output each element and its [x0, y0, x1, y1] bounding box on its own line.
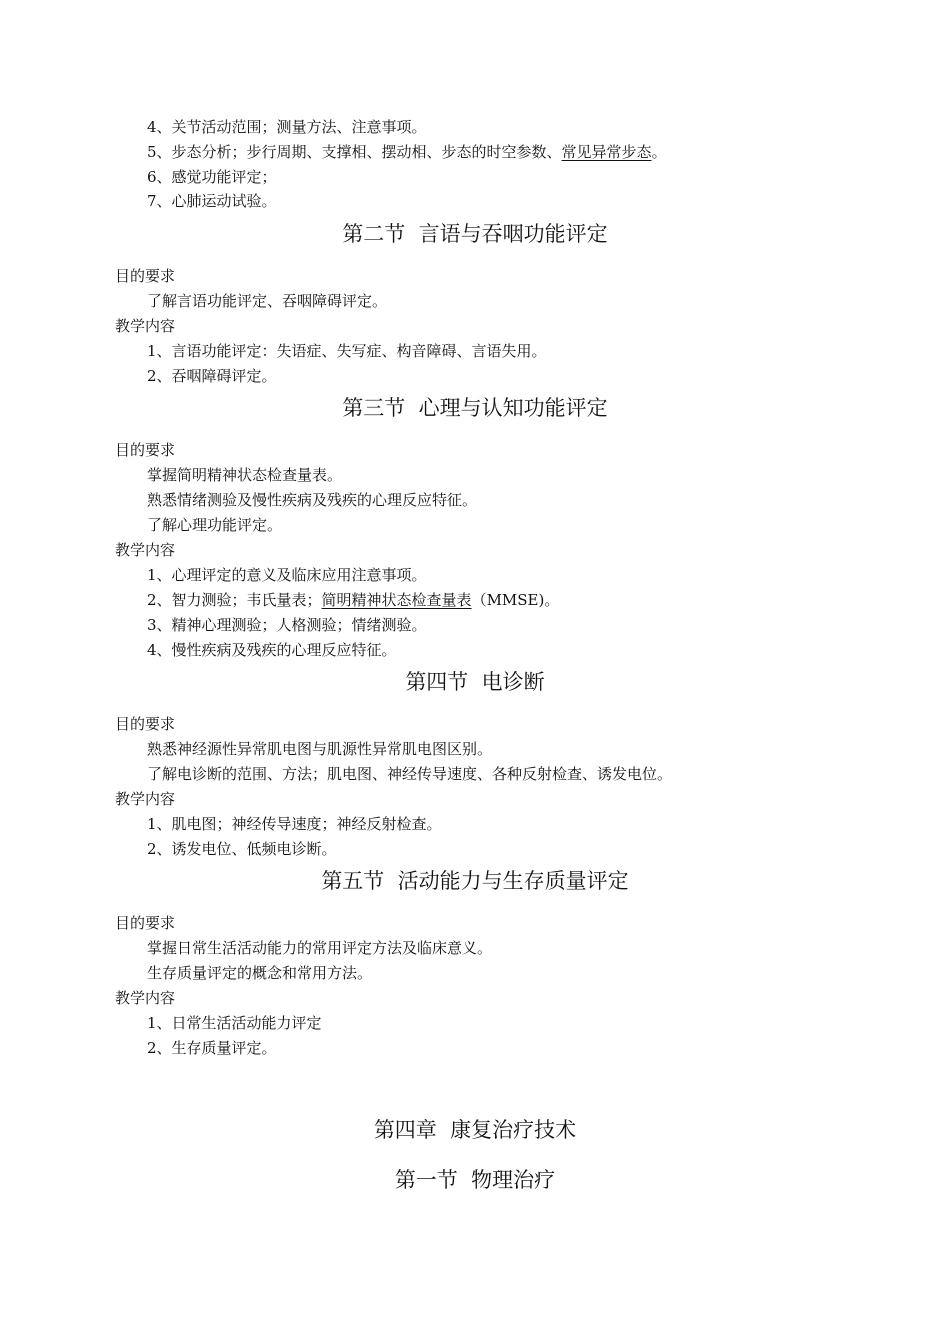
label-goals: 目的要求	[115, 715, 176, 733]
chapter-title: 第四章 康复治疗技术	[373, 1118, 577, 1142]
label-contents: 教学内容	[115, 541, 176, 559]
label-contents: 教学内容	[115, 317, 176, 335]
list-item	[147, 142, 667, 162]
text-span: 5、步态分析；步行周期、支撑相、摆动相、步态的时空参数、	[147, 143, 562, 161]
text-span: （MMSE)。	[471, 591, 560, 609]
goal-item: 熟悉情绪测验及慢性疾病及残疾的心理反应特征。	[147, 491, 478, 509]
label-goals: 目的要求	[115, 267, 176, 285]
underlined-text: 常见异常步态	[561, 143, 652, 161]
text-span: 2、智力测验；韦氏量表；	[147, 591, 322, 609]
content-item: 1、日常生活活动能力评定	[147, 1014, 322, 1032]
content-item: 2、诱发电位、低频电诊断。	[147, 840, 337, 858]
section-title: 第一节 物理治疗	[394, 1168, 556, 1192]
section-title: 第三节 心理与认知功能评定	[342, 396, 608, 420]
label-goals: 目的要求	[115, 441, 176, 459]
content-item: 2、吞咽障碍评定。	[147, 367, 277, 385]
list-item: 7、心肺运动试验。	[147, 192, 277, 210]
text-span: 。	[651, 143, 667, 161]
underlined-text: 简明精神状态检查量表	[321, 591, 472, 609]
section-title: 第五节 活动能力与生存质量评定	[321, 869, 629, 893]
label-contents: 教学内容	[115, 989, 176, 1007]
content-item: 1、心理评定的意义及临床应用注意事项。	[147, 566, 427, 584]
content-item: 4、慢性疾病及残疾的心理反应特征。	[147, 641, 397, 659]
content-item: 2、生存质量评定。	[147, 1039, 277, 1057]
label-goals: 目的要求	[115, 914, 176, 932]
label-contents: 教学内容	[115, 790, 176, 808]
content-item: 3、精神心理测验；人格测验；情绪测验。	[147, 616, 427, 634]
goal-item: 熟悉神经源性异常肌电图与肌源性异常肌电图区别。	[147, 740, 493, 758]
list-item: 4、关节活动范围；测量方法、注意事项。	[147, 118, 427, 136]
section-title: 第四节 电诊断	[405, 670, 545, 694]
goal-item: 掌握简明精神状态检查量表。	[147, 466, 343, 484]
content-item: 1、言语功能评定：失语症、失写症、构音障碍、言语失用。	[147, 342, 547, 360]
content-item	[147, 590, 559, 610]
content-item: 1、肌电图；神经传导速度；神经反射检查。	[147, 815, 442, 833]
goal-item: 了解心理功能评定。	[147, 516, 283, 534]
goal-item: 了解电诊断的范围、方法；肌电图、神经传导速度、各种反射检查、诱发电位。	[147, 765, 673, 783]
section-title: 第二节 言语与吞咽功能评定	[342, 222, 608, 246]
goal-item: 生存质量评定的概念和常用方法。	[147, 964, 373, 982]
goal-item: 掌握日常生活活动能力的常用评定方法及临床意义。	[147, 939, 493, 957]
list-item: 6、感觉功能评定；	[147, 168, 277, 186]
goal-item: 了解言语功能评定、吞咽障碍评定。	[147, 292, 388, 310]
